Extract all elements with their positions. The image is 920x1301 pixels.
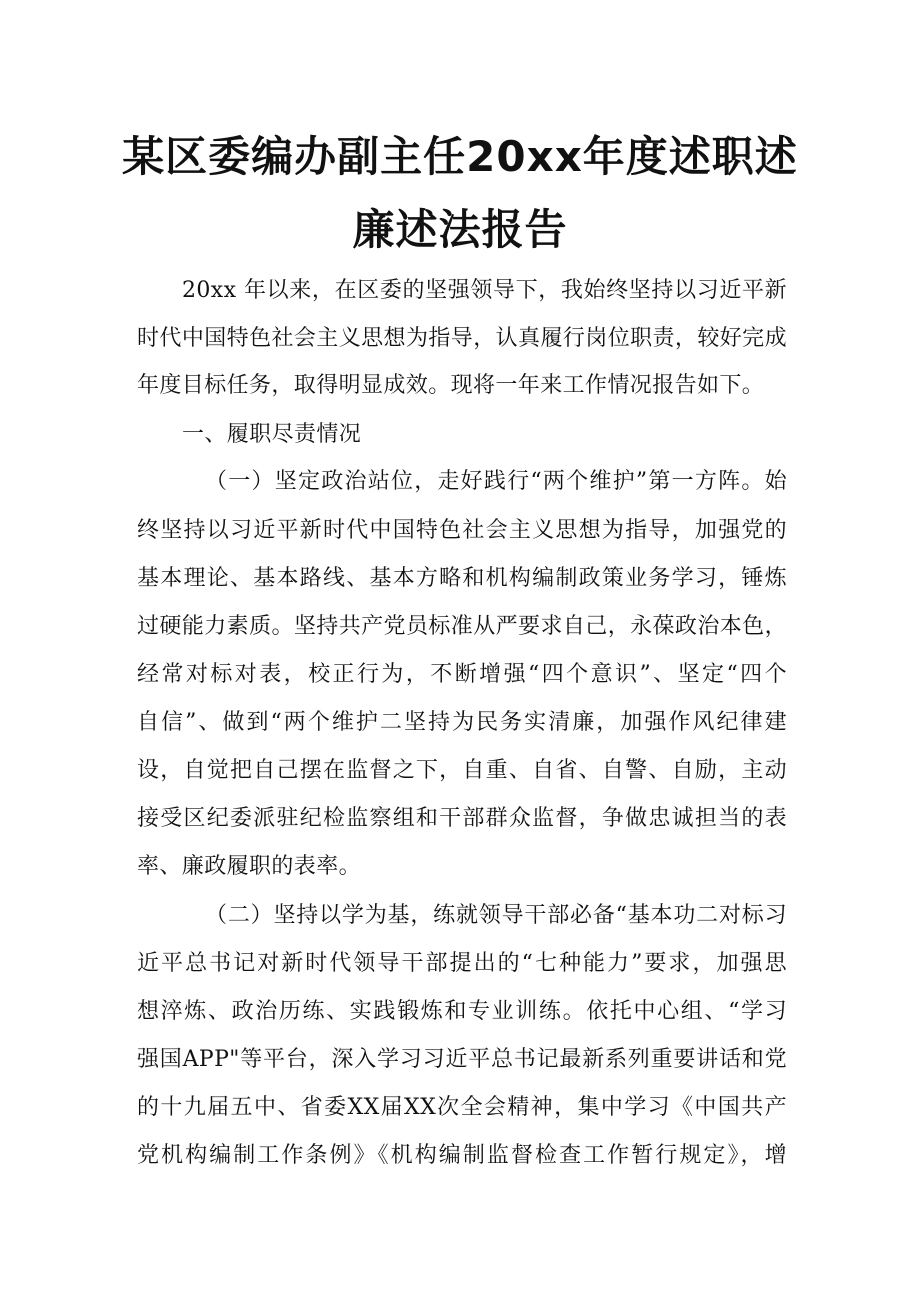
paragraph-2-line-4: 过硬能力素质。坚持共产党员标准从严要求自己，永葆政治本色， (137, 614, 787, 639)
paragraph-2-line-6: 自信”、做到“两个维护二坚持为民务实清廉，加强作风纪律建 (137, 710, 787, 735)
paragraph-3-line-2: 近平总书记对新时代领导干部提出的“七种能力”要求，加强思 (137, 951, 787, 976)
paragraph-1-line-1: 20xx 年以来，在区委的坚强领导下，我始终坚持以习近平新 (182, 278, 787, 303)
paragraph-2-line-3: 基本理论、基本路线、基本方略和机构编制政策业务学习，锤炼 (137, 566, 787, 591)
paragraph-3-line-1: （二）坚持以学为基，练就领导干部必备“基本功二对标习 (205, 903, 787, 928)
paragraph-3-line-6: 党机构编制工作条例》《机构编制监督检查工作暂行规定》，增 (137, 1143, 787, 1168)
paragraph-3-line-4: 强国APP"等平台，深入学习习近平总书记最新系列重要讲话和党 (137, 1047, 787, 1072)
paragraph-2-line-2: 终坚持以习近平新时代中国特色社会主义思想为指导，加强党的 (137, 518, 787, 543)
document-title-line-1: 某区委编办副主任20xx年度述职述 (122, 132, 798, 181)
paragraph-2-line-7: 设，自觉把自己摆在监督之下，自重、自省、自警、自励，主动 (137, 758, 787, 783)
paragraph-2-line-8: 接受区纪委派驻纪检监察组和干部群众监督，争做忠诚担当的表 (137, 806, 787, 831)
paragraph-2-line-1: （一）坚定政治站位，走好践行“两个维护”第一方阵。始 (205, 469, 787, 494)
paragraph-2-line-5: 经常对标对表，校正行为，不断增强“四个意识”、坚定“四个 (137, 662, 787, 687)
paragraph-1-line-2: 时代中国特色社会主义思想为指导，认真履行岗位职责，较好完成 (137, 326, 787, 351)
paragraph-3-line-5: 的十九届五中、省委XX届XX次全会精神，集中学习《中国共产 (137, 1095, 787, 1120)
paragraph-2-line-9: 率、廉政履职的表率。 (137, 854, 362, 879)
paragraph-1-line-3: 年度目标任务，取得明显成效。现将一年来工作情况报告如下。 (137, 373, 765, 398)
paragraph-3-line-3: 想淬炼、政治历练、实践锻炼和专业训练。依托中心组、“学习 (137, 999, 787, 1024)
document-title-line-2: 廉述法报告 (352, 205, 568, 254)
section-heading-1: 一、履职尽责情况 (182, 422, 362, 447)
